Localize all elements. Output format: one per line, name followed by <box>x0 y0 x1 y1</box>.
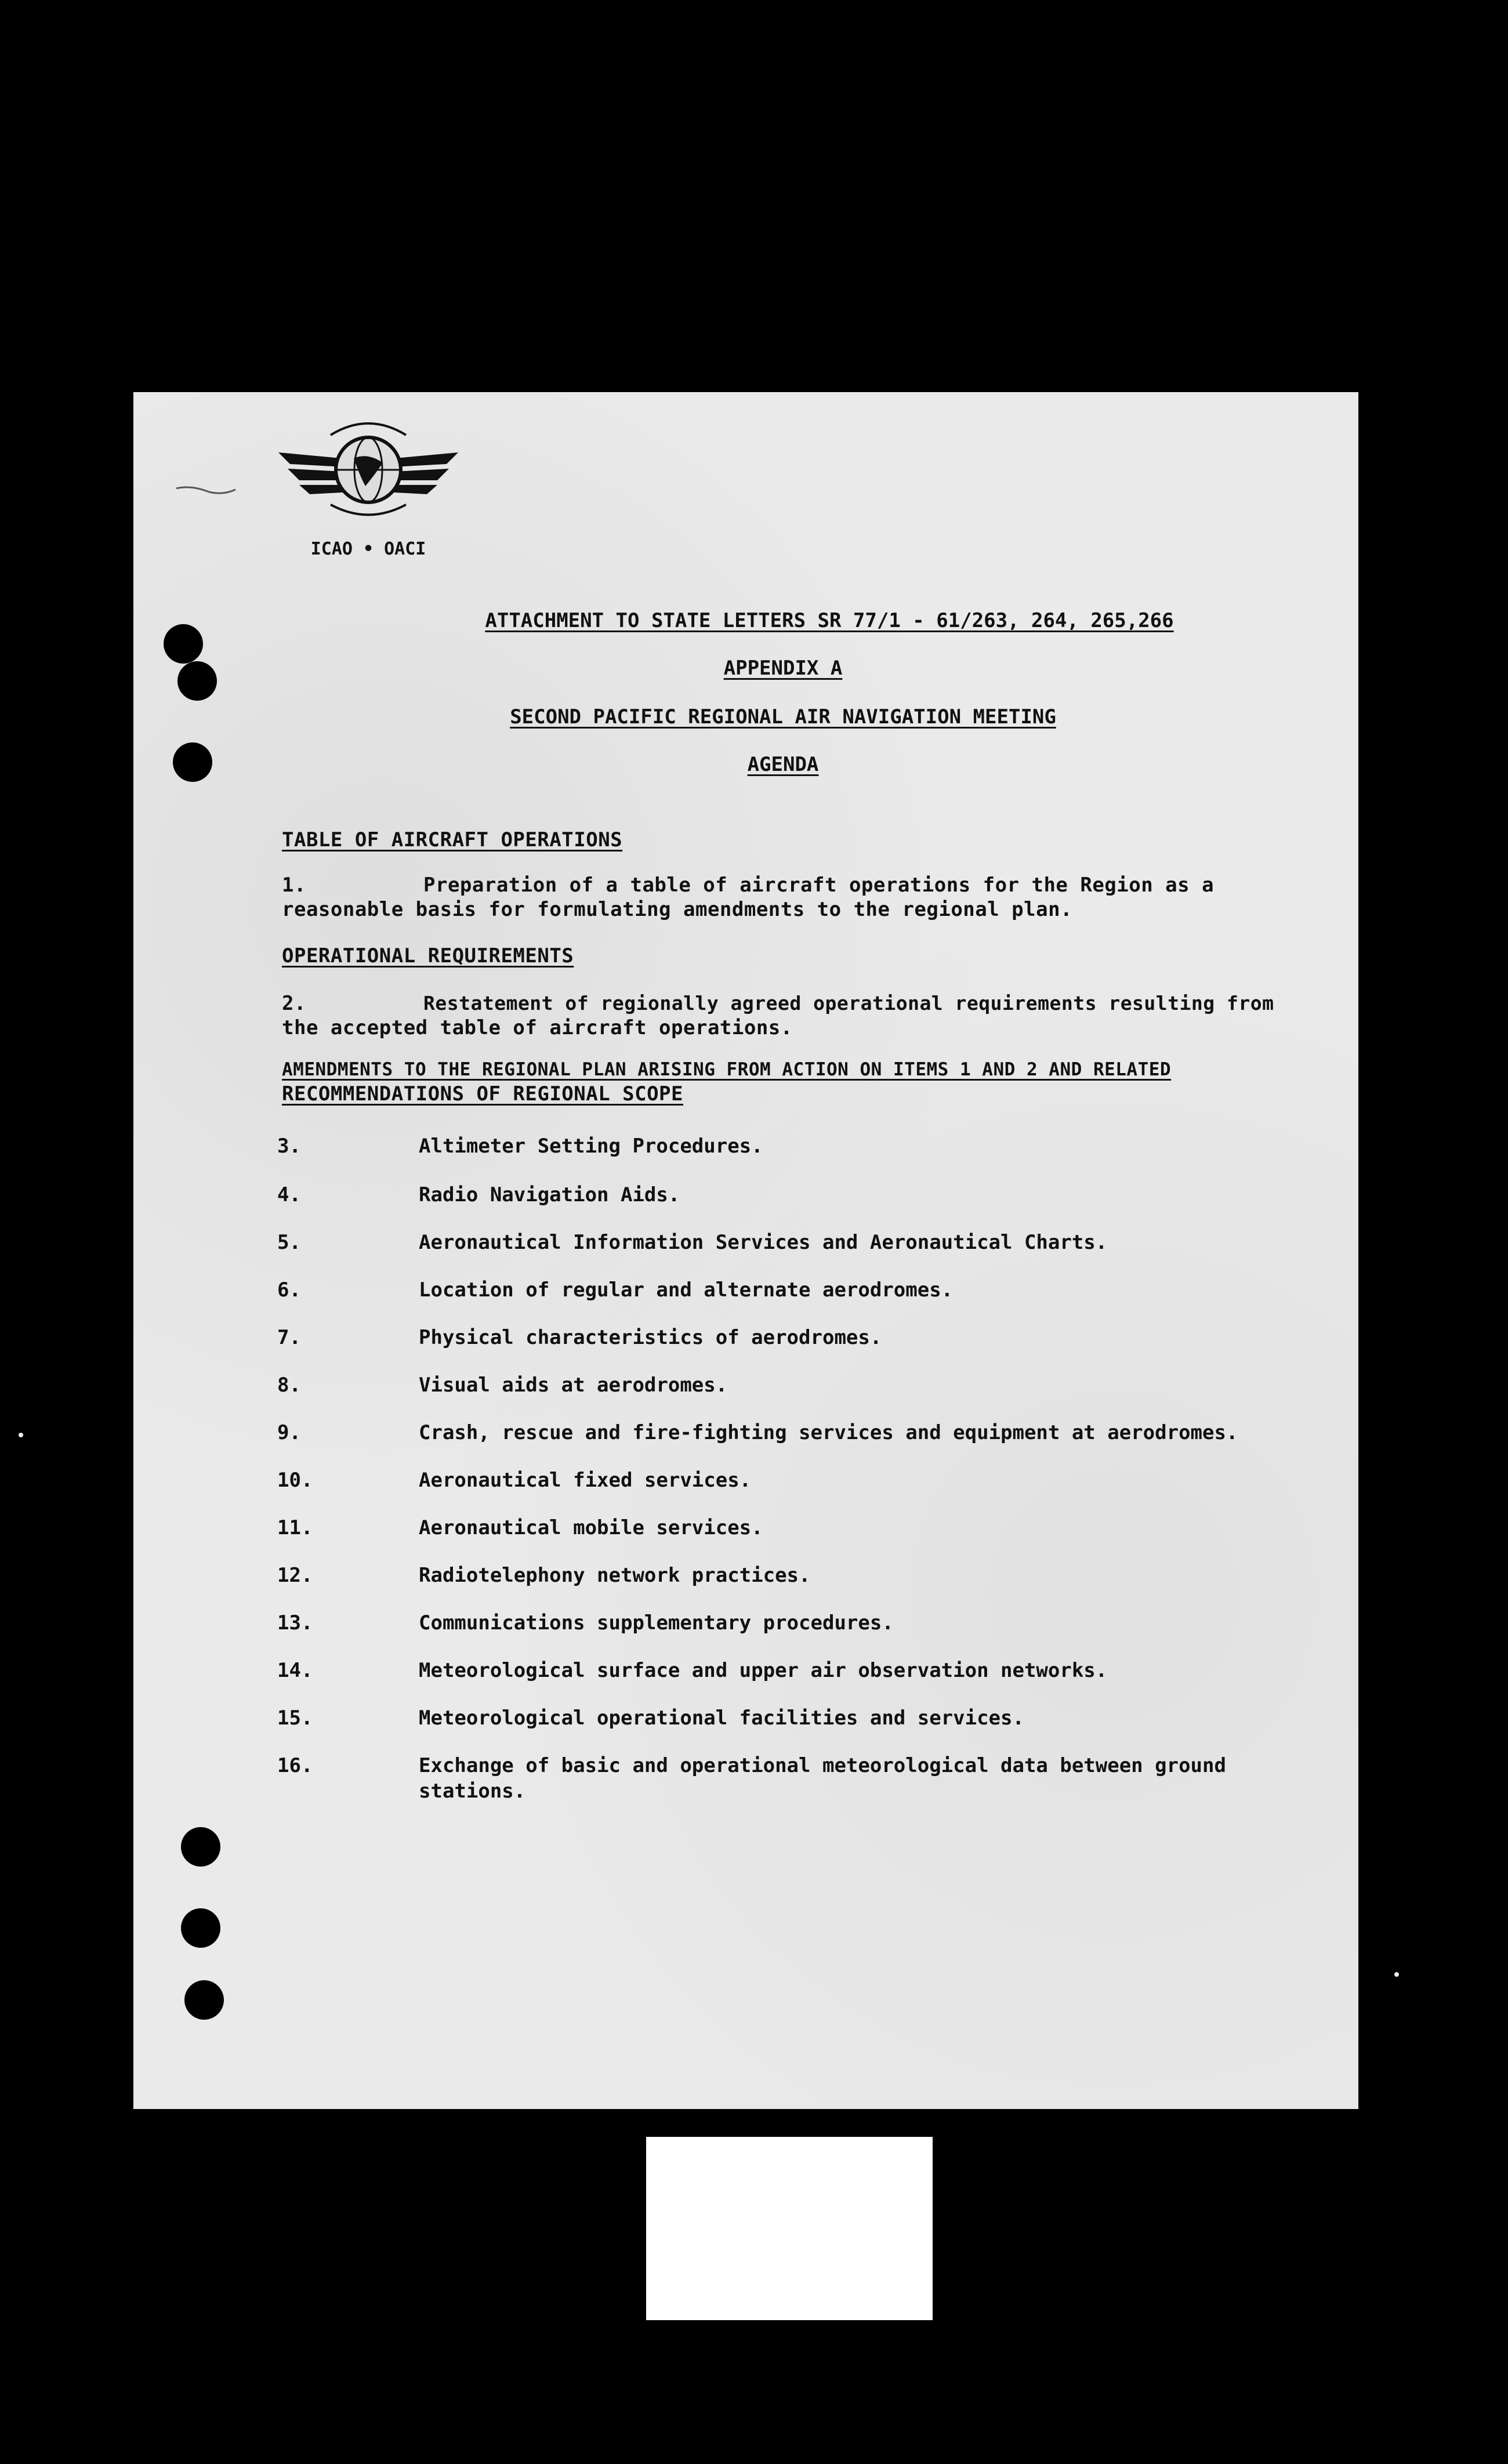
item-number: 14. <box>277 1659 313 1682</box>
item-text-continuation: stations. <box>419 1780 526 1803</box>
item-text: Crash, rescue and fire-fighting services and equipment at aerodromes. <box>419 1421 1238 1444</box>
item-number: 5. <box>277 1231 301 1254</box>
item-text: Location of regular and alternate aerodromes. <box>419 1278 954 1302</box>
punch-hole-5 <box>181 1908 220 1948</box>
item-1-number: 1. <box>282 874 306 897</box>
item-number: 8. <box>277 1374 301 1397</box>
meeting-title: SECOND PACIFIC REGIONAL AIR NAVIGATION MEETING <box>510 705 1056 729</box>
edge-speck <box>19 1433 23 1437</box>
item-text: Altimeter Setting Procedures. <box>419 1135 763 1158</box>
attachment-line: ATTACHMENT TO STATE LETTERS SR 77/1 - 61/263, 264, 265,266 <box>485 609 1174 632</box>
item-text: Exchange of basic and operational meteorological data between ground <box>419 1754 1226 1777</box>
icao-emblem-icon <box>273 418 464 568</box>
item-text: Radio Navigation Aids. <box>419 1183 680 1206</box>
item-number: 16. <box>277 1754 313 1777</box>
item-number: 13. <box>277 1611 313 1635</box>
punch-hole-4 <box>181 1827 220 1867</box>
item-number: 7. <box>277 1326 301 1349</box>
item-text: Aeronautical mobile services. <box>419 1516 763 1539</box>
item-number: 12. <box>277 1564 313 1587</box>
item-1-line-2: reasonable basis for formulating amendments to the regional plan. <box>282 898 1073 921</box>
item-text: Communications supplementary procedures. <box>419 1611 894 1635</box>
item-text: Aeronautical Information Services and Aeronautical Charts. <box>419 1231 1108 1254</box>
item-text: Visual aids at aerodromes. <box>419 1374 728 1397</box>
item-number: 6. <box>277 1278 301 1302</box>
punch-hole-6 <box>184 1980 224 2020</box>
section-heading-table: TABLE OF AIRCRAFT OPERATIONS <box>282 828 623 851</box>
item-text: Meteorological surface and upper air observation networks. <box>419 1659 1108 1682</box>
item-text: Radiotelephony network practices. <box>419 1564 811 1587</box>
item-number: 10. <box>277 1469 313 1492</box>
agenda-title: AGENDA <box>747 753 819 776</box>
item-number: 15. <box>277 1706 313 1730</box>
item-number: 4. <box>277 1183 301 1206</box>
blank-label-area <box>646 2137 933 2320</box>
item-2-line-2: the accepted table of aircraft operations. <box>282 1016 793 1039</box>
item-text: Aeronautical fixed services. <box>419 1469 752 1492</box>
item-number: 3. <box>277 1135 301 1158</box>
appendix-title: APPENDIX A <box>723 657 843 680</box>
item-2-line-1: Restatement of regionally agreed operational requirements resulting from <box>423 992 1274 1014</box>
item-number: 11. <box>277 1516 313 1539</box>
section-heading-operational: OPERATIONAL REQUIREMENTS <box>282 944 574 968</box>
section-heading-amendments-1: AMENDMENTS TO THE REGIONAL PLAN ARISING FROM ACTION ON ITEMS 1 AND 2 AND RELATED <box>282 1059 1172 1080</box>
item-text: Physical characteristics of aerodromes. <box>419 1326 882 1349</box>
item-2-number: 2. <box>282 992 306 1015</box>
item-1-line-1: Preparation of a table of aircraft operations for the Region as a <box>423 874 1215 897</box>
section-heading-amendments-2: RECOMMENDATIONS OF REGIONAL SCOPE <box>282 1082 684 1106</box>
logo-lettering: ICAO • OACI <box>310 539 426 559</box>
item-number: 9. <box>277 1421 301 1444</box>
edge-speck <box>1394 1972 1399 1977</box>
pencil-mark <box>174 476 238 499</box>
item-text: Meteorological operational facilities and services. <box>419 1706 1024 1730</box>
